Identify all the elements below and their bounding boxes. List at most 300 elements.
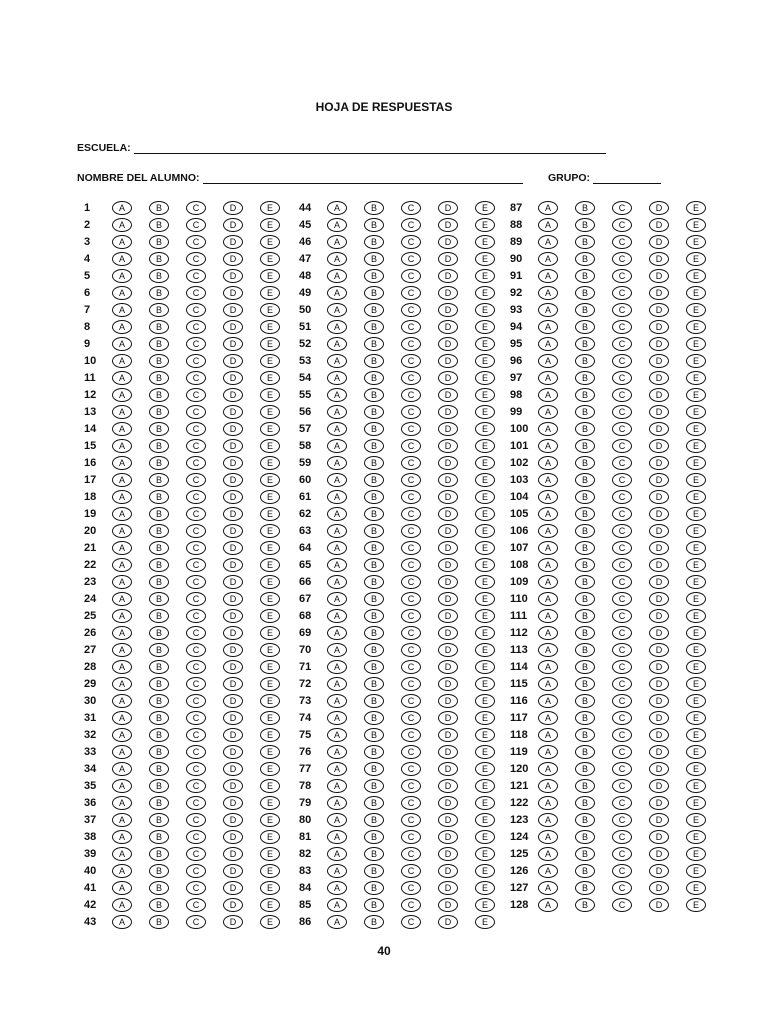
- answer-bubble-b[interactable]: B: [364, 592, 384, 606]
- answer-bubble-c[interactable]: C: [612, 201, 632, 215]
- answer-bubble-e[interactable]: E: [475, 235, 495, 249]
- answer-bubble-e[interactable]: E: [260, 745, 280, 759]
- answer-bubble-b[interactable]: B: [364, 524, 384, 538]
- answer-bubble-e[interactable]: E: [686, 405, 706, 419]
- answer-bubble-d[interactable]: D: [438, 286, 458, 300]
- student-name-input-line[interactable]: [203, 172, 523, 184]
- answer-bubble-b[interactable]: B: [364, 745, 384, 759]
- answer-bubble-b[interactable]: B: [149, 201, 169, 215]
- answer-bubble-d[interactable]: D: [223, 779, 243, 793]
- answer-bubble-e[interactable]: E: [686, 847, 706, 861]
- answer-bubble-b[interactable]: B: [364, 575, 384, 589]
- answer-bubble-e[interactable]: E: [260, 473, 280, 487]
- answer-bubble-a[interactable]: A: [538, 847, 558, 861]
- answer-bubble-a[interactable]: A: [327, 796, 347, 810]
- answer-bubble-e[interactable]: E: [475, 558, 495, 572]
- answer-bubble-b[interactable]: B: [149, 881, 169, 895]
- answer-bubble-b[interactable]: B: [575, 864, 595, 878]
- answer-bubble-e[interactable]: E: [260, 881, 280, 895]
- answer-bubble-b[interactable]: B: [575, 218, 595, 232]
- answer-bubble-a[interactable]: A: [112, 524, 132, 538]
- answer-bubble-d[interactable]: D: [223, 898, 243, 912]
- answer-bubble-e[interactable]: E: [260, 694, 280, 708]
- answer-bubble-c[interactable]: C: [186, 337, 206, 351]
- answer-bubble-c[interactable]: C: [612, 303, 632, 317]
- answer-bubble-c[interactable]: C: [186, 660, 206, 674]
- answer-bubble-a[interactable]: A: [327, 915, 347, 929]
- answer-bubble-e[interactable]: E: [260, 337, 280, 351]
- answer-bubble-d[interactable]: D: [649, 473, 669, 487]
- answer-bubble-a[interactable]: A: [112, 728, 132, 742]
- answer-bubble-c[interactable]: C: [401, 847, 421, 861]
- answer-bubble-a[interactable]: A: [112, 371, 132, 385]
- answer-bubble-d[interactable]: D: [649, 507, 669, 521]
- answer-bubble-b[interactable]: B: [575, 252, 595, 266]
- answer-bubble-e[interactable]: E: [260, 609, 280, 623]
- answer-bubble-a[interactable]: A: [112, 201, 132, 215]
- answer-bubble-a[interactable]: A: [327, 830, 347, 844]
- answer-bubble-d[interactable]: D: [223, 252, 243, 266]
- answer-bubble-c[interactable]: C: [401, 235, 421, 249]
- answer-bubble-c[interactable]: C: [186, 524, 206, 538]
- answer-bubble-b[interactable]: B: [149, 439, 169, 453]
- answer-bubble-b[interactable]: B: [149, 762, 169, 776]
- answer-bubble-b[interactable]: B: [149, 252, 169, 266]
- answer-bubble-e[interactable]: E: [686, 201, 706, 215]
- answer-bubble-c[interactable]: C: [186, 388, 206, 402]
- answer-bubble-e[interactable]: E: [686, 286, 706, 300]
- answer-bubble-c[interactable]: C: [401, 490, 421, 504]
- answer-bubble-b[interactable]: B: [364, 218, 384, 232]
- answer-bubble-c[interactable]: C: [612, 320, 632, 334]
- answer-bubble-c[interactable]: C: [612, 269, 632, 283]
- answer-bubble-b[interactable]: B: [149, 677, 169, 691]
- answer-bubble-a[interactable]: A: [327, 728, 347, 742]
- answer-bubble-d[interactable]: D: [223, 745, 243, 759]
- answer-bubble-b[interactable]: B: [575, 303, 595, 317]
- answer-bubble-d[interactable]: D: [438, 575, 458, 589]
- answer-bubble-b[interactable]: B: [575, 354, 595, 368]
- answer-bubble-e[interactable]: E: [475, 320, 495, 334]
- answer-bubble-b[interactable]: B: [149, 286, 169, 300]
- answer-bubble-d[interactable]: D: [438, 388, 458, 402]
- answer-bubble-b[interactable]: B: [364, 439, 384, 453]
- answer-bubble-e[interactable]: E: [475, 422, 495, 436]
- answer-bubble-b[interactable]: B: [149, 524, 169, 538]
- answer-bubble-a[interactable]: A: [327, 456, 347, 470]
- answer-bubble-c[interactable]: C: [612, 728, 632, 742]
- answer-bubble-e[interactable]: E: [475, 473, 495, 487]
- answer-bubble-e[interactable]: E: [475, 796, 495, 810]
- answer-bubble-c[interactable]: C: [612, 388, 632, 402]
- answer-bubble-e[interactable]: E: [686, 643, 706, 657]
- answer-bubble-d[interactable]: D: [223, 371, 243, 385]
- answer-bubble-b[interactable]: B: [364, 779, 384, 793]
- answer-bubble-a[interactable]: A: [538, 405, 558, 419]
- answer-bubble-e[interactable]: E: [686, 609, 706, 623]
- answer-bubble-a[interactable]: A: [327, 898, 347, 912]
- answer-bubble-d[interactable]: D: [223, 541, 243, 555]
- answer-bubble-b[interactable]: B: [149, 864, 169, 878]
- answer-bubble-e[interactable]: E: [686, 473, 706, 487]
- answer-bubble-e[interactable]: E: [475, 507, 495, 521]
- answer-bubble-d[interactable]: D: [223, 456, 243, 470]
- answer-bubble-b[interactable]: B: [575, 558, 595, 572]
- answer-bubble-a[interactable]: A: [112, 745, 132, 759]
- answer-bubble-a[interactable]: A: [538, 507, 558, 521]
- answer-bubble-c[interactable]: C: [612, 609, 632, 623]
- answer-bubble-d[interactable]: D: [649, 779, 669, 793]
- answer-bubble-d[interactable]: D: [223, 473, 243, 487]
- answer-bubble-d[interactable]: D: [649, 303, 669, 317]
- answer-bubble-b[interactable]: B: [149, 694, 169, 708]
- answer-bubble-b[interactable]: B: [575, 592, 595, 606]
- answer-bubble-c[interactable]: C: [401, 592, 421, 606]
- answer-bubble-b[interactable]: B: [149, 405, 169, 419]
- answer-bubble-b[interactable]: B: [149, 660, 169, 674]
- answer-bubble-e[interactable]: E: [475, 728, 495, 742]
- answer-bubble-a[interactable]: A: [112, 609, 132, 623]
- answer-bubble-c[interactable]: C: [401, 405, 421, 419]
- answer-bubble-a[interactable]: A: [538, 796, 558, 810]
- answer-bubble-d[interactable]: D: [649, 898, 669, 912]
- answer-bubble-e[interactable]: E: [686, 235, 706, 249]
- answer-bubble-b[interactable]: B: [364, 507, 384, 521]
- answer-bubble-d[interactable]: D: [223, 762, 243, 776]
- answer-bubble-e[interactable]: E: [686, 762, 706, 776]
- answer-bubble-b[interactable]: B: [149, 354, 169, 368]
- answer-bubble-e[interactable]: E: [686, 252, 706, 266]
- answer-bubble-d[interactable]: D: [649, 558, 669, 572]
- answer-bubble-a[interactable]: A: [327, 847, 347, 861]
- answer-bubble-b[interactable]: B: [575, 813, 595, 827]
- answer-bubble-c[interactable]: C: [612, 405, 632, 419]
- answer-bubble-b[interactable]: B: [364, 915, 384, 929]
- answer-bubble-c[interactable]: C: [401, 388, 421, 402]
- answer-bubble-b[interactable]: B: [575, 371, 595, 385]
- answer-bubble-b[interactable]: B: [364, 541, 384, 555]
- answer-bubble-c[interactable]: C: [401, 558, 421, 572]
- answer-bubble-e[interactable]: E: [686, 694, 706, 708]
- answer-bubble-c[interactable]: C: [612, 847, 632, 861]
- answer-bubble-e[interactable]: E: [260, 592, 280, 606]
- answer-bubble-d[interactable]: D: [223, 830, 243, 844]
- answer-bubble-b[interactable]: B: [364, 762, 384, 776]
- answer-bubble-a[interactable]: A: [112, 575, 132, 589]
- answer-bubble-a[interactable]: A: [112, 218, 132, 232]
- answer-bubble-d[interactable]: D: [438, 371, 458, 385]
- answer-bubble-b[interactable]: B: [575, 405, 595, 419]
- answer-bubble-a[interactable]: A: [327, 541, 347, 555]
- answer-bubble-a[interactable]: A: [538, 592, 558, 606]
- answer-bubble-b[interactable]: B: [575, 830, 595, 844]
- answer-bubble-e[interactable]: E: [260, 643, 280, 657]
- answer-bubble-e[interactable]: E: [475, 303, 495, 317]
- answer-bubble-d[interactable]: D: [438, 456, 458, 470]
- answer-bubble-a[interactable]: A: [538, 643, 558, 657]
- answer-bubble-e[interactable]: E: [260, 252, 280, 266]
- answer-bubble-c[interactable]: C: [186, 218, 206, 232]
- answer-bubble-e[interactable]: E: [475, 405, 495, 419]
- answer-bubble-a[interactable]: A: [327, 354, 347, 368]
- answer-bubble-d[interactable]: D: [223, 490, 243, 504]
- answer-bubble-e[interactable]: E: [475, 847, 495, 861]
- answer-bubble-b[interactable]: B: [149, 847, 169, 861]
- answer-bubble-c[interactable]: C: [612, 881, 632, 895]
- answer-bubble-a[interactable]: A: [538, 830, 558, 844]
- answer-bubble-d[interactable]: D: [649, 524, 669, 538]
- answer-bubble-a[interactable]: A: [327, 388, 347, 402]
- answer-bubble-d[interactable]: D: [223, 558, 243, 572]
- answer-bubble-a[interactable]: A: [538, 898, 558, 912]
- answer-bubble-b[interactable]: B: [149, 558, 169, 572]
- answer-bubble-d[interactable]: D: [649, 269, 669, 283]
- answer-bubble-d[interactable]: D: [223, 524, 243, 538]
- answer-bubble-b[interactable]: B: [149, 473, 169, 487]
- answer-bubble-c[interactable]: C: [401, 541, 421, 555]
- answer-bubble-d[interactable]: D: [438, 320, 458, 334]
- answer-bubble-b[interactable]: B: [364, 609, 384, 623]
- answer-bubble-a[interactable]: A: [538, 575, 558, 589]
- answer-bubble-e[interactable]: E: [475, 490, 495, 504]
- answer-bubble-d[interactable]: D: [438, 473, 458, 487]
- answer-bubble-d[interactable]: D: [223, 677, 243, 691]
- answer-bubble-e[interactable]: E: [260, 524, 280, 538]
- answer-bubble-c[interactable]: C: [401, 337, 421, 351]
- answer-bubble-e[interactable]: E: [686, 490, 706, 504]
- answer-bubble-d[interactable]: D: [438, 541, 458, 555]
- answer-bubble-e[interactable]: E: [475, 915, 495, 929]
- answer-bubble-b[interactable]: B: [575, 320, 595, 334]
- answer-bubble-d[interactable]: D: [438, 711, 458, 725]
- answer-bubble-a[interactable]: A: [538, 422, 558, 436]
- answer-bubble-b[interactable]: B: [149, 456, 169, 470]
- answer-bubble-d[interactable]: D: [223, 405, 243, 419]
- answer-bubble-d[interactable]: D: [649, 405, 669, 419]
- answer-bubble-e[interactable]: E: [475, 830, 495, 844]
- answer-bubble-a[interactable]: A: [538, 218, 558, 232]
- answer-bubble-e[interactable]: E: [475, 813, 495, 827]
- answer-bubble-d[interactable]: D: [438, 762, 458, 776]
- answer-bubble-a[interactable]: A: [112, 592, 132, 606]
- answer-bubble-c[interactable]: C: [186, 354, 206, 368]
- answer-bubble-e[interactable]: E: [260, 422, 280, 436]
- answer-bubble-e[interactable]: E: [260, 558, 280, 572]
- answer-bubble-a[interactable]: A: [112, 507, 132, 521]
- answer-bubble-a[interactable]: A: [538, 371, 558, 385]
- answer-bubble-c[interactable]: C: [186, 490, 206, 504]
- answer-bubble-d[interactable]: D: [438, 609, 458, 623]
- answer-bubble-b[interactable]: B: [149, 269, 169, 283]
- answer-bubble-d[interactable]: D: [438, 694, 458, 708]
- answer-bubble-c[interactable]: C: [401, 354, 421, 368]
- answer-bubble-c[interactable]: C: [612, 354, 632, 368]
- answer-bubble-d[interactable]: D: [438, 235, 458, 249]
- answer-bubble-b[interactable]: B: [364, 830, 384, 844]
- answer-bubble-b[interactable]: B: [575, 677, 595, 691]
- answer-bubble-a[interactable]: A: [538, 728, 558, 742]
- answer-bubble-b[interactable]: B: [575, 626, 595, 640]
- answer-bubble-d[interactable]: D: [649, 371, 669, 385]
- answer-bubble-e[interactable]: E: [686, 439, 706, 453]
- answer-bubble-d[interactable]: D: [649, 643, 669, 657]
- answer-bubble-d[interactable]: D: [649, 796, 669, 810]
- answer-bubble-a[interactable]: A: [112, 762, 132, 776]
- answer-bubble-a[interactable]: A: [112, 405, 132, 419]
- answer-bubble-c[interactable]: C: [186, 830, 206, 844]
- answer-bubble-c[interactable]: C: [186, 762, 206, 776]
- answer-bubble-b[interactable]: B: [149, 813, 169, 827]
- answer-bubble-e[interactable]: E: [475, 626, 495, 640]
- answer-bubble-e[interactable]: E: [475, 898, 495, 912]
- answer-bubble-a[interactable]: A: [538, 439, 558, 453]
- answer-bubble-b[interactable]: B: [364, 354, 384, 368]
- answer-bubble-c[interactable]: C: [612, 643, 632, 657]
- answer-bubble-c[interactable]: C: [612, 337, 632, 351]
- answer-bubble-a[interactable]: A: [327, 337, 347, 351]
- answer-bubble-d[interactable]: D: [649, 609, 669, 623]
- answer-bubble-c[interactable]: C: [186, 456, 206, 470]
- answer-bubble-e[interactable]: E: [686, 388, 706, 402]
- answer-bubble-a[interactable]: A: [112, 626, 132, 640]
- answer-bubble-a[interactable]: A: [112, 898, 132, 912]
- answer-bubble-d[interactable]: D: [649, 694, 669, 708]
- answer-bubble-b[interactable]: B: [364, 337, 384, 351]
- answer-bubble-e[interactable]: E: [475, 388, 495, 402]
- answer-bubble-c[interactable]: C: [401, 915, 421, 929]
- answer-bubble-c[interactable]: C: [612, 864, 632, 878]
- answer-bubble-d[interactable]: D: [438, 830, 458, 844]
- answer-bubble-e[interactable]: E: [686, 813, 706, 827]
- answer-bubble-e[interactable]: E: [260, 762, 280, 776]
- answer-bubble-b[interactable]: B: [575, 286, 595, 300]
- answer-bubble-c[interactable]: C: [401, 643, 421, 657]
- answer-bubble-b[interactable]: B: [364, 320, 384, 334]
- answer-bubble-a[interactable]: A: [327, 218, 347, 232]
- answer-bubble-e[interactable]: E: [686, 303, 706, 317]
- answer-bubble-e[interactable]: E: [475, 218, 495, 232]
- answer-bubble-d[interactable]: D: [438, 337, 458, 351]
- answer-bubble-b[interactable]: B: [575, 762, 595, 776]
- answer-bubble-d[interactable]: D: [649, 762, 669, 776]
- answer-bubble-b[interactable]: B: [575, 711, 595, 725]
- answer-bubble-c[interactable]: C: [401, 269, 421, 283]
- answer-bubble-b[interactable]: B: [149, 507, 169, 521]
- answer-bubble-c[interactable]: C: [612, 371, 632, 385]
- answer-bubble-c[interactable]: C: [186, 711, 206, 725]
- answer-bubble-e[interactable]: E: [475, 371, 495, 385]
- answer-bubble-e[interactable]: E: [686, 779, 706, 793]
- answer-bubble-d[interactable]: D: [223, 694, 243, 708]
- answer-bubble-c[interactable]: C: [612, 898, 632, 912]
- answer-bubble-b[interactable]: B: [149, 592, 169, 606]
- answer-bubble-d[interactable]: D: [223, 609, 243, 623]
- answer-bubble-b[interactable]: B: [149, 388, 169, 402]
- answer-bubble-a[interactable]: A: [112, 422, 132, 436]
- answer-bubble-c[interactable]: C: [401, 881, 421, 895]
- answer-bubble-e[interactable]: E: [260, 813, 280, 827]
- answer-bubble-b[interactable]: B: [149, 303, 169, 317]
- answer-bubble-c[interactable]: C: [612, 575, 632, 589]
- answer-bubble-b[interactable]: B: [575, 881, 595, 895]
- answer-bubble-a[interactable]: A: [538, 490, 558, 504]
- answer-bubble-c[interactable]: C: [186, 796, 206, 810]
- answer-bubble-d[interactable]: D: [223, 728, 243, 742]
- answer-bubble-e[interactable]: E: [260, 728, 280, 742]
- answer-bubble-b[interactable]: B: [575, 473, 595, 487]
- answer-bubble-a[interactable]: A: [112, 660, 132, 674]
- answer-bubble-c[interactable]: C: [186, 643, 206, 657]
- answer-bubble-c[interactable]: C: [612, 762, 632, 776]
- answer-bubble-b[interactable]: B: [364, 898, 384, 912]
- answer-bubble-c[interactable]: C: [186, 677, 206, 691]
- answer-bubble-b[interactable]: B: [364, 269, 384, 283]
- answer-bubble-b[interactable]: B: [575, 660, 595, 674]
- answer-bubble-a[interactable]: A: [112, 490, 132, 504]
- answer-bubble-c[interactable]: C: [401, 711, 421, 725]
- answer-bubble-b[interactable]: B: [149, 490, 169, 504]
- answer-bubble-e[interactable]: E: [686, 371, 706, 385]
- answer-bubble-d[interactable]: D: [223, 626, 243, 640]
- answer-bubble-c[interactable]: C: [186, 201, 206, 215]
- answer-bubble-a[interactable]: A: [327, 201, 347, 215]
- answer-bubble-d[interactable]: D: [649, 813, 669, 827]
- answer-bubble-d[interactable]: D: [223, 269, 243, 283]
- answer-bubble-b[interactable]: B: [364, 473, 384, 487]
- answer-bubble-c[interactable]: C: [612, 252, 632, 266]
- answer-bubble-a[interactable]: A: [538, 660, 558, 674]
- answer-bubble-b[interactable]: B: [149, 915, 169, 929]
- answer-bubble-e[interactable]: E: [475, 456, 495, 470]
- answer-bubble-d[interactable]: D: [649, 745, 669, 759]
- answer-bubble-e[interactable]: E: [686, 796, 706, 810]
- answer-bubble-a[interactable]: A: [112, 388, 132, 402]
- answer-bubble-d[interactable]: D: [438, 660, 458, 674]
- answer-bubble-d[interactable]: D: [223, 337, 243, 351]
- answer-bubble-b[interactable]: B: [575, 898, 595, 912]
- answer-bubble-e[interactable]: E: [475, 881, 495, 895]
- answer-bubble-e[interactable]: E: [686, 456, 706, 470]
- answer-bubble-d[interactable]: D: [438, 252, 458, 266]
- answer-bubble-e[interactable]: E: [686, 830, 706, 844]
- answer-bubble-d[interactable]: D: [649, 626, 669, 640]
- answer-bubble-c[interactable]: C: [186, 609, 206, 623]
- answer-bubble-a[interactable]: A: [112, 830, 132, 844]
- answer-bubble-a[interactable]: A: [112, 779, 132, 793]
- answer-bubble-c[interactable]: C: [612, 796, 632, 810]
- answer-bubble-a[interactable]: A: [538, 541, 558, 555]
- answer-bubble-b[interactable]: B: [575, 796, 595, 810]
- answer-bubble-a[interactable]: A: [327, 626, 347, 640]
- answer-bubble-b[interactable]: B: [364, 388, 384, 402]
- answer-bubble-c[interactable]: C: [186, 847, 206, 861]
- answer-bubble-c[interactable]: C: [401, 898, 421, 912]
- answer-bubble-e[interactable]: E: [475, 541, 495, 555]
- answer-bubble-a[interactable]: A: [538, 456, 558, 470]
- answer-bubble-a[interactable]: A: [538, 694, 558, 708]
- answer-bubble-a[interactable]: A: [538, 235, 558, 249]
- answer-bubble-c[interactable]: C: [612, 218, 632, 232]
- answer-bubble-d[interactable]: D: [649, 592, 669, 606]
- answer-bubble-a[interactable]: A: [538, 881, 558, 895]
- answer-bubble-c[interactable]: C: [401, 660, 421, 674]
- answer-bubble-a[interactable]: A: [538, 864, 558, 878]
- answer-bubble-b[interactable]: B: [149, 320, 169, 334]
- answer-bubble-b[interactable]: B: [575, 847, 595, 861]
- answer-bubble-b[interactable]: B: [575, 439, 595, 453]
- answer-bubble-a[interactable]: A: [327, 507, 347, 521]
- answer-bubble-d[interactable]: D: [649, 711, 669, 725]
